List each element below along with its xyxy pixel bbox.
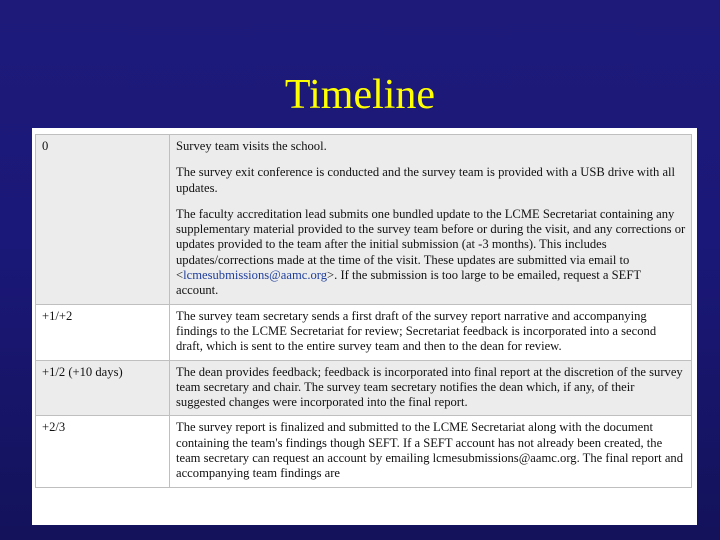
slide-title: Timeline: [284, 72, 436, 118]
table-row: [36, 360, 692, 416]
description-cell: [170, 135, 692, 305]
time-cell: +2/3: [36, 416, 170, 487]
timeline-table: [35, 134, 692, 488]
description-text: >. If the submission is too large to be emailed, request a SEFT account.: [176, 268, 641, 298]
description-cell: The survey team secretary sends a first draft of the survey report narrative and accompanying findings to the LCME Secretariat for review; Secretariat feedback is incorporated into a second draft, which is sent to the entire survey team and then to the dean for review.: [170, 304, 692, 360]
email-link[interactable]: lcmesubmissions@aamc.org: [183, 268, 328, 283]
timeline-table-image: [32, 128, 697, 525]
description-cell: The dean provides feedback; feedback is incorporated into final report at the discretion of the survey team secretary and chair. The survey team secretary notifies the dean which, if any, of their suggested changes were incorporated into the final report.: [170, 360, 692, 416]
description-text: The faculty accreditation lead submits one bundled update to the LCME Secretariat containing any supplementary material provided to the survey team before or during the visit, and any corrections or updates provided to the team after the initial submission (at -3 months). This includes updates/corrections made at the time of the visit. These updates are submitted via email to <: [176, 206, 686, 283]
description-paragraph: Survey team visits the school.: [176, 139, 327, 153]
description-paragraph: [176, 207, 686, 299]
time-cell: +1/2 (+10 days): [36, 360, 170, 416]
table-row: [36, 416, 692, 487]
table-row: [36, 135, 692, 305]
description-paragraph: The survey exit conference is conducted and the survey team is provided with a USB drive with all updates.: [176, 165, 676, 195]
time-cell: +1/+2: [36, 304, 170, 360]
description-cell: The survey report is finalized and submitted to the LCME Secretariat along with the document containing the team's findings though SEFT. If a SEFT account has not already been created, the team secretary can request an account by emailing lcmesubmissions@aamc.org. The final report and accompanying team findings are: [170, 416, 692, 487]
table-row: [36, 304, 692, 360]
time-cell: 0: [36, 135, 170, 305]
